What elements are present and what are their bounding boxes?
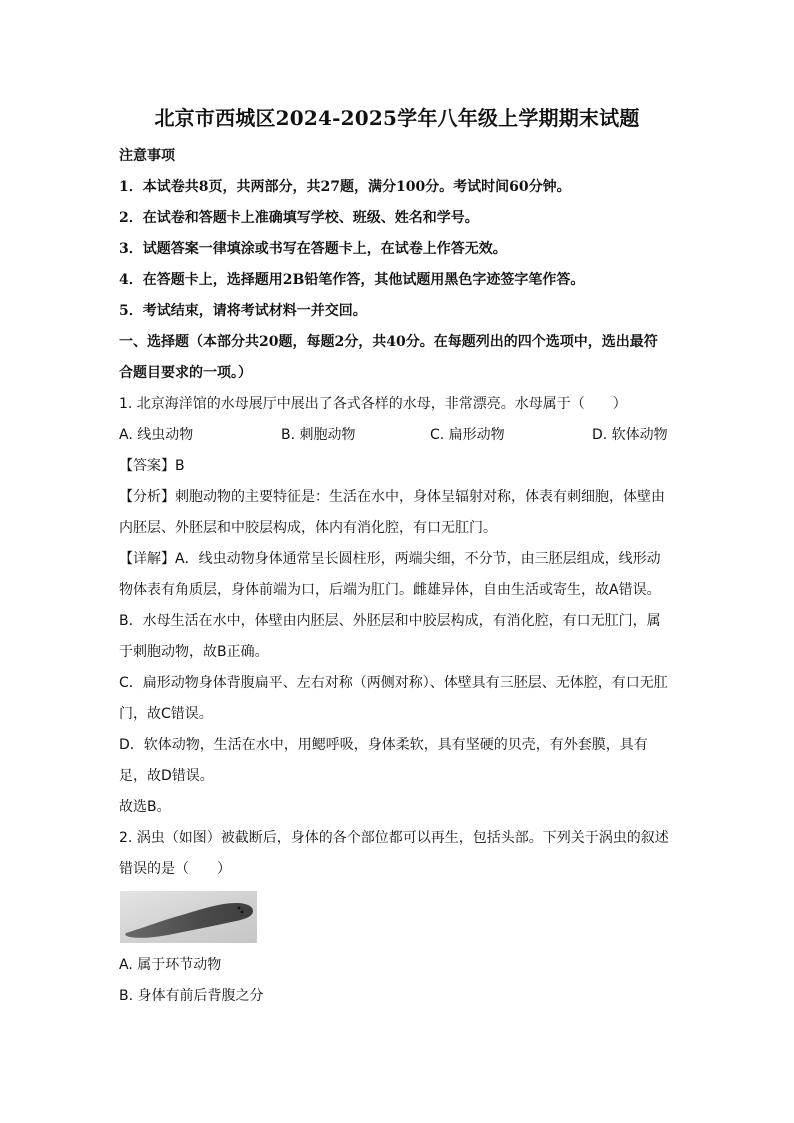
question-1-detail: 【详解】A．线虫动物身体通常呈长圆柱形，两端尖细，不分节，由三胚层组成，线形动	[119, 551, 661, 567]
notice-item: 5．考试结束，请将考试材料一并交回。	[119, 303, 367, 319]
question-1-option-c: C. 扁形动物	[430, 427, 505, 443]
section-heading: 一、选择题（本部分共20题，每题2分，共40分。在每题列出的四个选项中，选出最符	[119, 334, 658, 350]
question-1-analysis: 【分析】刺胞动物的主要特征是：生活在水中，身体呈辐射对称，体表有刺细胞，体壁由	[119, 489, 665, 505]
notice-item: 3．试题答案一律填涂或书写在答题卡上，在试卷上作答无效。	[119, 241, 507, 257]
page-title: 北京市西城区2024-2025学年八年级上学期期末试题	[154, 106, 640, 130]
question-1-detail: 于刺胞动物，故B正确。	[119, 644, 269, 660]
question-1-stem: 1. 北京海洋馆的水母展厅中展出了各式各样的水母，非常漂亮。水母属于（ ）	[119, 396, 627, 412]
question-1-detail: D．软体动物，生活在水中，用鳃呼吸，身体柔软，具有坚硬的贝壳，有外套膜，具有	[119, 737, 648, 753]
question-1-analysis: 内胚层、外胚层和中胶层构成，体内有消化腔，有口无肛门。	[119, 520, 497, 536]
notice-item: 2．在试卷和答题卡上准确填写学校、班级、姓名和学号。	[119, 210, 479, 226]
notice-heading: 注意事项	[119, 148, 175, 164]
question-1-answer: 【答案】B	[119, 458, 185, 474]
question-1-detail: 门，故C错误。	[119, 706, 213, 722]
question-1-option-b: B. 刺胞动物	[281, 427, 356, 443]
question-1-detail: 物体表有角质层，身体前端为口，后端为肛门。雌雄异体，自由生活或寄生，故A错误。	[119, 582, 661, 598]
question-1-detail: 足，故D错误。	[119, 768, 214, 784]
notice-item: 1．本试卷共8页，共两部分，共27题，满分100分。考试时间60分钟。	[119, 179, 571, 195]
question-2-stem: 2. 涡虫（如图）被截断后，身体的各个部位都可以再生，包括头部。下列关于涡虫的叙述	[119, 830, 669, 846]
question-1-option-d: D. 软体动物	[592, 427, 668, 443]
question-2-option-a: A. 属于环节动物	[119, 957, 222, 973]
section-heading-cont: 合题目要求的一项。）	[119, 365, 252, 381]
question-1-detail: C．扁形动物身体背腹扁平、左右对称（两侧对称）、体壁具有三胚层、无体腔，有口无肛	[119, 675, 668, 691]
question-2-stem-cont: 错误的是（ ）	[119, 861, 231, 877]
notice-item: 4．在答题卡上，选择题用2B铅笔作答，其他试题用黑色字迹签字笔作答。	[119, 272, 585, 288]
question-2-option-b: B. 身体有前后背腹之分	[119, 988, 264, 1004]
question-1-detail: B．水母生活在水中，体壁由内胚层、外胚层和中胶层构成，有消化腔，有口无肛门，属	[119, 613, 661, 629]
question-1-option-a: A. 线虫动物	[119, 427, 194, 443]
flatworm-photo	[120, 891, 257, 943]
question-1-conclusion: 故选B。	[119, 799, 171, 815]
